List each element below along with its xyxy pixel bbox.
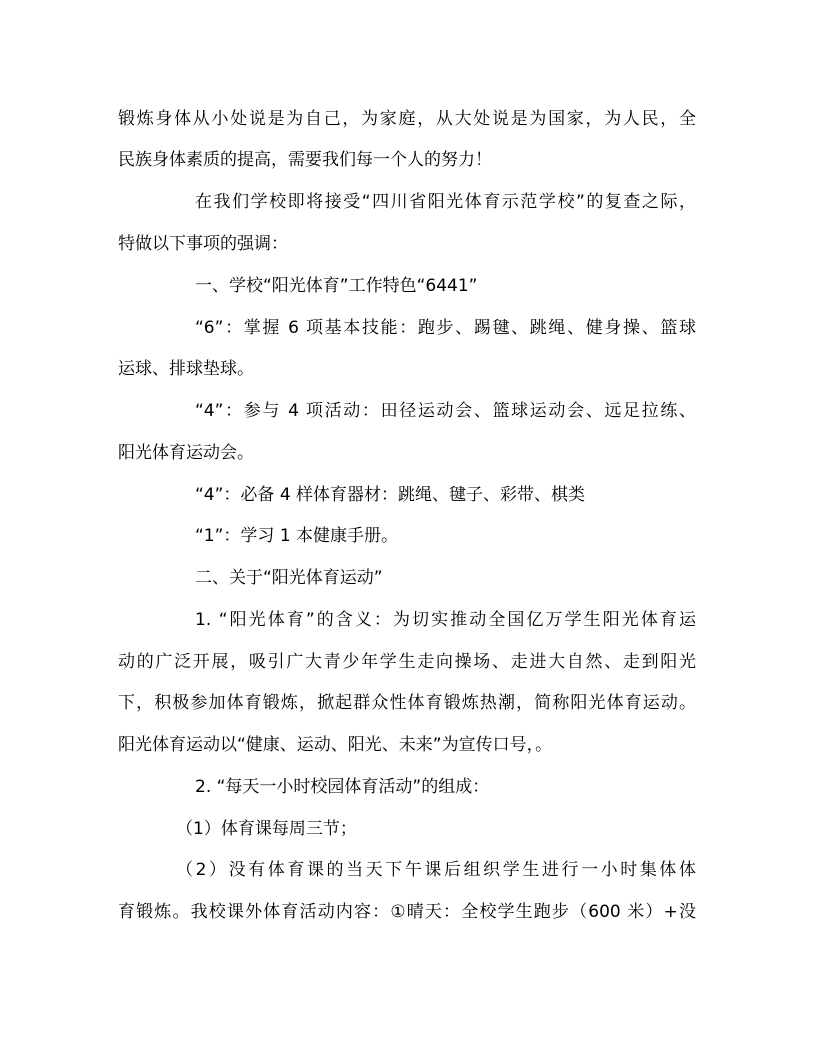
text-line-3-content: 在我们学校即将接受“四川省阳光体育示范学校”的复查之际，	[195, 192, 696, 212]
text-line-18-content: （1）体育课每周三节；	[176, 819, 357, 839]
text-line-7-content: 运球、排球垫球。	[118, 359, 254, 379]
text-line-2-content: 民族身体素质的提高，需要我们每一个人的努力！	[118, 150, 492, 170]
text-line-8-content: “4”：参与 4 项活动：田径运动会、篮球运动会、远足拉练、	[195, 401, 696, 421]
text-line-14-content: 动的广泛开展，吸引广大青少年学生走向操场、走进大自然、走到阳光	[118, 652, 696, 672]
text-line-17-content: 2. “每天一小时校园体育活动”的组成：	[195, 777, 490, 797]
section-heading-2-content: 二、关于“阳光体育运动”	[195, 568, 383, 588]
text-line-11-content: “1”：学习 1 本健康手册。	[195, 526, 399, 546]
text-line-10-content: “4”：必备 4 样体育器材：跳绳、毽子、彩带、棋类	[195, 485, 586, 505]
text-line-9-content: 阳光体育运动会。	[118, 443, 254, 463]
text-line-15-content: 下，积极参加体育锻炼，掀起群众性体育锻炼热潮，简称阳光体育运动。	[118, 693, 696, 713]
text-line-13-content: 1. “阳光体育”的含义：为切实推动全国亿万学生阳光体育运	[195, 610, 696, 630]
text-line-19-content: （2）没有体育课的当天下午课后组织学生进行一小时集体体	[176, 860, 696, 880]
text-line-6-content: “6”：掌握 6 项基本技能：跑步、踢毽、跳绳、健身操、篮球	[195, 318, 696, 338]
text-line-1-content: 锻炼身体从小处说是为自己，为家庭，从大处说是为国家，为人民，全	[118, 109, 696, 129]
section-heading-1-content: 一、学校“阳光体育”工作特色“6441”	[195, 276, 478, 296]
text-line-4-content: 特做以下事项的强调：	[118, 234, 288, 254]
text-line-20-content: 育锻炼。我校课外体育活动内容：①晴天：全校学生跑步（600 米）+没	[118, 902, 696, 922]
text-line-16-content: 阳光体育运动以“健康、运动、阳光、未来”为宣传口号，。	[118, 735, 553, 755]
